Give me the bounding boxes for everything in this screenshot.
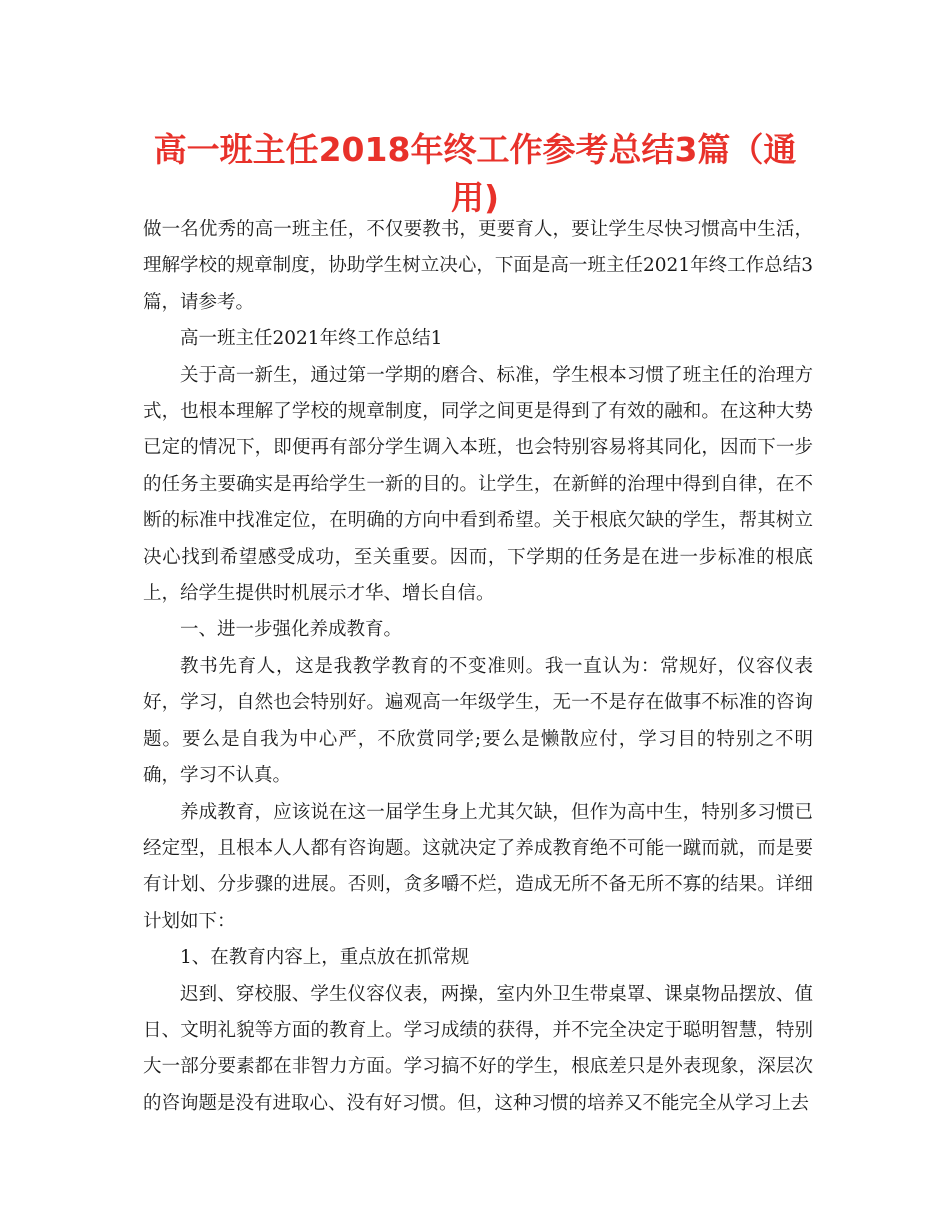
paragraph: 迟到、穿校服、学生仪容仪表，两操，室内外卫生带桌罩、课桌物品摆放、值日、文明礼貌等方面的教育上。学习成绩的获得，并不完全决定于聪明智慧，特别大一部分要素都在非智力方面。学习搞不好的学生，根底差只是外表现象，深层次的咨询题是没有进取心、没有好习惯。但，这种习惯的培养又不能完全从学习上去 — [143, 983, 813, 1114]
paragraph: 1、在教育内容上，重点放在抓常规 — [180, 947, 470, 969]
paragraph: 一、进一步强化养成教育。 — [180, 619, 403, 641]
document-body — [143, 212, 813, 1122]
paragraph: 养成教育，应该说在这一届学生身上尤其欠缺，但作为高中生，特别多习惯已经定型，且根本人人都有咨询题。这就决定了养成教育绝不可能一蹴而就，而是要有计划、分步骤的进展。否则，贪多嚼不烂，造成无所不备无所不寡的结果。详细计划如下： — [143, 801, 813, 932]
paragraph: 高一班主任2021年终工作总结1 — [180, 328, 443, 350]
paragraph: 做一名优秀的高一班主任，不仅要教书，更要育人，要让学生尽快习惯高中生活，理解学校的规章制度，协助学生树立决心，下面是高一班主任2021年终工作总结3篇，请参考。 — [143, 219, 813, 313]
document-title: 高一班主任2018年终工作参考总结3篇（通用) — [153, 130, 797, 217]
paragraph: 关于高一新生，通过第一学期的磨合、标准，学生根本习惯了班主任的治理方式，也根本理解了学校的规章制度，同学之间更是得到了有效的融和。在这种大势已定的情况下，即便再有部分学生调入本班，也会特别容易将其同化，因而下一步的任务主要确实是再给学生一新的目的。让学生，在新鲜的治理中得到自律，在不断的标准中找准定位，在明确的方向中看到希望。关于根底欠缺的学生，帮其树立决心找到希望感受成功，至关重要。因而，下学期的任务是在进一步标准的根底上，给学生提供时机展示才华、增长自信。 — [143, 364, 813, 605]
paragraph: 教书先育人，这是我教学教育的不变准则。我一直认为：常规好，仪容仪表好，学习，自然也会特别好。遍观高一年级学生，无一不是存在做事不标准的咨询题。要么是自我为中心严，不欣赏同学;要么是懒散应付，学习目的特别之不明确，学习不认真。 — [143, 655, 813, 787]
